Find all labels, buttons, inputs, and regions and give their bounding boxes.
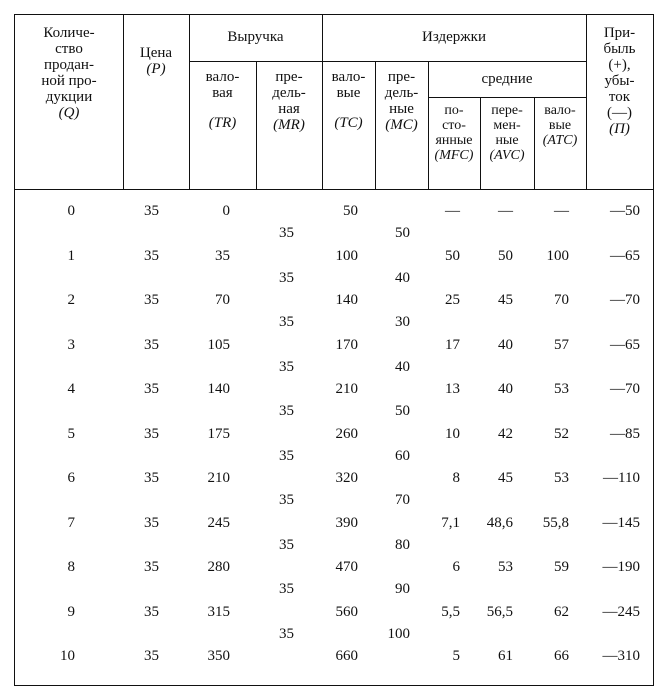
header-tc: вало- вые (TC): [331, 69, 366, 131]
cell-atc: —: [554, 203, 569, 219]
cell-q: 4: [67, 381, 75, 397]
cell-mr: 35: [279, 581, 294, 597]
cell-profit: —50: [610, 203, 640, 219]
cell-mfc: 17: [445, 336, 460, 353]
cell-profit: —70: [610, 381, 640, 397]
cell-tc: 390: [335, 514, 358, 531]
cell-tc: 560: [335, 603, 358, 620]
cell-mfc: 5: [452, 648, 460, 664]
cell-atc: 53: [554, 381, 569, 397]
cell-tr: 175: [207, 425, 230, 442]
cell-tr: 245: [207, 514, 230, 531]
cell-tr: 210: [207, 470, 230, 486]
cell-tc: 660: [335, 648, 358, 664]
cell-mfc: 50: [445, 247, 460, 264]
cell-tr: 105: [207, 336, 230, 353]
header-divider: [428, 97, 586, 98]
cell-tr: 70: [215, 292, 230, 308]
cell-atc: 59: [554, 559, 569, 575]
cell-p: 35: [144, 559, 159, 575]
cell-profit: —145: [602, 514, 640, 531]
cell-tr: 0: [222, 203, 230, 219]
header-quantity: Количе- ство продан- ной про- дукции (Q): [41, 25, 97, 121]
cell-q: 10: [60, 648, 75, 664]
cell-mc: 30: [395, 314, 410, 330]
cell-mc: 100: [387, 625, 410, 642]
header-bottom-rule: [15, 189, 653, 190]
cell-q: 8: [67, 559, 75, 575]
cell-profit: —110: [603, 470, 640, 486]
cell-mc: 60: [395, 447, 410, 464]
cell-p: 35: [144, 336, 159, 353]
cell-p: 35: [144, 425, 159, 442]
cell-profit: —85: [610, 425, 640, 442]
cell-tc: 50: [343, 203, 358, 219]
cell-avc: 42: [498, 425, 513, 442]
cell-mr: 35: [279, 492, 294, 508]
cell-mfc: 7,1: [441, 514, 460, 531]
cell-avc: 48,6: [486, 514, 513, 531]
cell-atc: 70: [554, 292, 569, 308]
cell-p: 35: [144, 292, 159, 308]
cell-atc: 100: [546, 247, 569, 264]
cell-tr: 315: [207, 603, 230, 620]
cell-mfc: 5,5: [441, 603, 460, 620]
cell-tr: 35: [215, 247, 230, 264]
cell-mc: 40: [395, 358, 410, 375]
cell-mc: 70: [395, 492, 410, 508]
cell-q: 0: [67, 203, 75, 219]
cost-revenue-table: [14, 14, 654, 686]
header-divider: [189, 61, 586, 62]
cell-avc: 45: [498, 292, 513, 308]
cell-tc: 170: [335, 336, 358, 353]
cell-avc: —: [498, 203, 513, 219]
header-costs: Издержки: [422, 29, 486, 45]
cell-mfc: 6: [452, 559, 460, 575]
cell-p: 35: [144, 514, 159, 531]
cell-p: 35: [144, 648, 159, 664]
cell-p: 35: [144, 470, 159, 486]
header-mr: пре- дель- ная (MR): [272, 69, 306, 133]
cell-avc: 40: [498, 336, 513, 353]
cell-mr: 35: [279, 403, 294, 419]
header-price: Цена (P): [139, 45, 173, 77]
cell-profit: —65: [610, 247, 640, 264]
cell-q: 5: [67, 425, 75, 442]
cell-atc: 57: [554, 336, 569, 353]
cell-mr: 35: [279, 358, 294, 375]
cell-profit: —190: [602, 559, 640, 575]
cell-profit: —70: [610, 292, 640, 308]
cell-tc: 140: [335, 292, 358, 308]
cell-tc: 320: [335, 470, 358, 486]
cell-mr: 35: [279, 269, 294, 286]
cell-tc: 100: [335, 247, 358, 264]
cell-mr: 35: [279, 625, 294, 642]
cell-mc: 90: [395, 581, 410, 597]
cell-p: 35: [144, 247, 159, 264]
cell-avc: 56,5: [486, 603, 513, 620]
cell-mfc: 10: [445, 425, 460, 442]
cell-p: 35: [144, 603, 159, 620]
header-average: средние: [481, 71, 533, 87]
cell-profit: —245: [602, 603, 640, 620]
cell-mc: 50: [395, 225, 410, 241]
cell-mr: 35: [279, 314, 294, 330]
cell-tr: 280: [207, 559, 230, 575]
cell-mr: 35: [279, 447, 294, 464]
cell-p: 35: [144, 203, 159, 219]
header-avc: пере- мен- ные (AVC): [489, 103, 525, 163]
cell-mr: 35: [279, 225, 294, 241]
cell-tr: 350: [207, 648, 230, 664]
cell-avc: 45: [498, 470, 513, 486]
cell-avc: 53: [498, 559, 513, 575]
cell-atc: 53: [554, 470, 569, 486]
cell-q: 6: [67, 470, 75, 486]
col-divider: [123, 15, 124, 189]
header-mfc: по- сто- янные (MFC): [434, 103, 474, 163]
cell-avc: 61: [498, 648, 513, 664]
cell-profit: —310: [602, 648, 640, 664]
cell-q: 7: [67, 514, 75, 531]
cell-tc: 210: [335, 381, 358, 397]
cell-mc: 40: [395, 269, 410, 286]
cell-q: 9: [67, 603, 75, 620]
cell-q: 3: [67, 336, 75, 353]
cell-q: 2: [67, 292, 75, 308]
header-revenue: Выручка: [227, 29, 284, 45]
header-atc: вало- вые (ATC): [542, 103, 578, 148]
cell-atc: 66: [554, 648, 569, 664]
cell-mfc: —: [445, 203, 460, 219]
cell-atc: 62: [554, 603, 569, 620]
header-tr: вало- вая (TR): [205, 69, 240, 131]
cell-tc: 260: [335, 425, 358, 442]
cell-p: 35: [144, 381, 159, 397]
cell-tr: 140: [207, 381, 230, 397]
header-profit: При- быль (+), убы- ток (—) (П): [603, 25, 636, 137]
cell-q: 1: [67, 247, 75, 264]
cell-atc: 52: [554, 425, 569, 442]
cell-mfc: 25: [445, 292, 460, 308]
cell-avc: 40: [498, 381, 513, 397]
cell-profit: —65: [610, 336, 640, 353]
cell-mfc: 13: [445, 381, 460, 397]
cell-mc: 50: [395, 403, 410, 419]
cell-mc: 80: [395, 536, 410, 553]
cell-mfc: 8: [452, 470, 460, 486]
cell-atc: 55,8: [542, 514, 569, 531]
header-mc: пре- дель- ные (MC): [384, 69, 419, 133]
cell-avc: 50: [498, 247, 513, 264]
cell-mr: 35: [279, 536, 294, 553]
cell-tc: 470: [335, 559, 358, 575]
